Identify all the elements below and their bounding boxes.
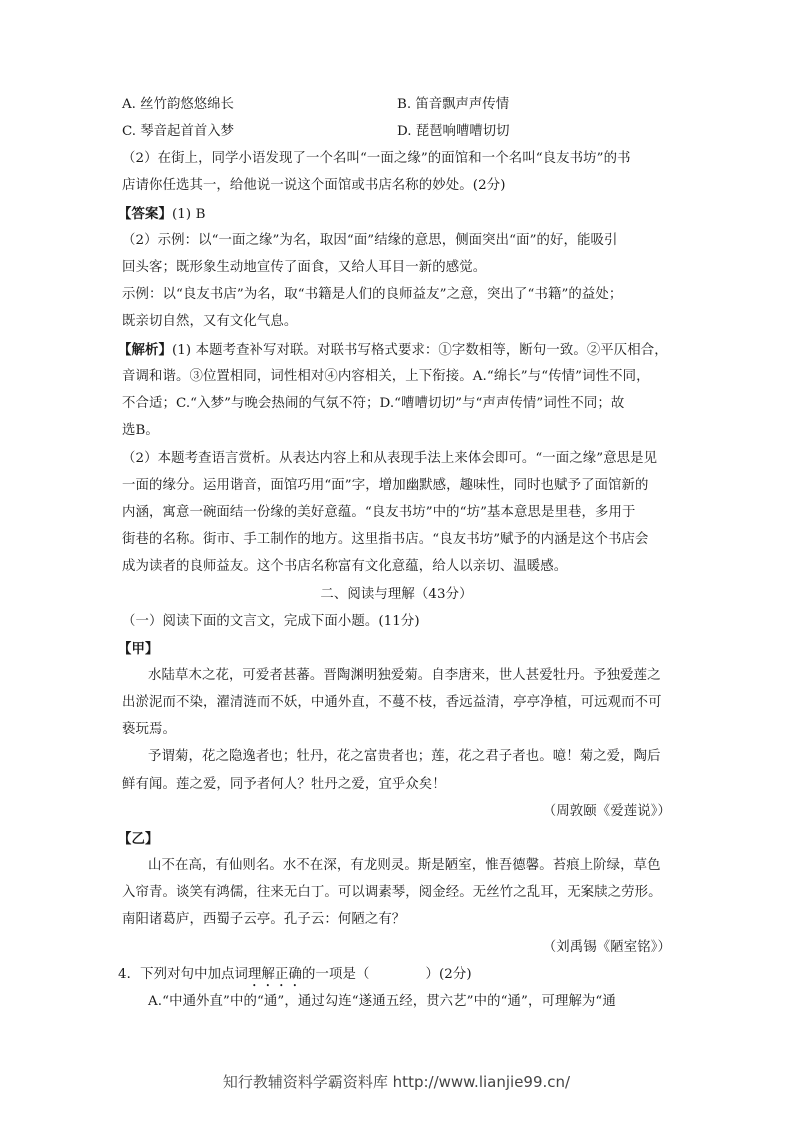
passage-yi-label: 【乙】 xyxy=(118,831,159,847)
passage-yi-source: （刘禹锡《陋室铭》） xyxy=(542,940,671,955)
question-2-line: 店请你任选其一，给他说一说这个面馆或书店名称的妙处。(2分) xyxy=(122,178,506,193)
passage-yi-line: 南阳诸葛庐，西蜀子云亭。孔子云：何陋之有？ xyxy=(122,912,406,927)
analysis-label: 【解析】 xyxy=(118,342,172,358)
passage-jia-line: 出淤泥而不染，濯清涟而不妖，中通外直，不蔓不枝，香远益清，亭亭净植，可远观而不可 xyxy=(122,695,662,710)
passage-jia-source: （周敦颐《爱莲说》） xyxy=(542,804,671,819)
analysis-line: 街巷的名称。街市、手工制作的地方。这里指书店。“良友书坊”赋予的内涵是这个书店会 xyxy=(122,532,649,547)
option-b: B. 笛音飘声声传情 xyxy=(397,97,510,112)
section-subtitle: （一）阅读下面的文言文，完成下面小题。(11分) xyxy=(122,614,420,629)
question-4-emphasis: 理解正确 xyxy=(248,967,303,982)
passage-jia-line: 水陆草木之花，可爱者甚蕃。晋陶渊明独爱菊。自李唐来，世人甚爱牡丹。予独爱莲之 xyxy=(148,668,661,683)
question-4 xyxy=(118,966,472,990)
analysis-line: （2）本题考查语言赏析。从表达内容上和从表现手法上来体会即可。“一面之缘”意思是见 xyxy=(122,451,658,466)
answer-label: 【答案】 xyxy=(118,206,172,222)
question-4-text: 的一项是（ xyxy=(302,967,370,982)
passage-jia-line: 鲜有闻。莲之爱，同予者何人？牡丹之爱，宜乎众矣！ xyxy=(122,777,446,792)
analysis-line: 选B。 xyxy=(122,423,159,438)
answer-line: （2）示例：以“一面之缘”为名，取因“面”结缘的意思，侧面突出“面”的好，能吸引 xyxy=(122,233,618,248)
passage-yi-line: 入帘青。谈笑有鸿儒，往来无白丁。可以调素琴，阅金经。无丝竹之乱耳，无案牍之劳形。 xyxy=(122,885,662,900)
option-d: D. 琵琶响嘈嘈切切 xyxy=(397,124,510,139)
analysis-line: 音调和谐。③位置相同，词性相对④内容相关，上下衔接。A.“绵长”与“传情”词性不同， xyxy=(122,369,650,384)
passage-jia-line: 予谓菊，花之隐逸者也；牡丹，花之富贵者也；莲，花之君子者也。噫！菊之爱，陶后 xyxy=(148,749,661,764)
answer-line: 既亲切自然，又有文化气息。 xyxy=(122,314,298,329)
option-c: C. 琴音起首首入梦 xyxy=(122,124,235,139)
analysis-line: 不合适；C.“入梦”与晚会热闹的气氛不符；D.“嘈嘈切切”与“声声传情”词性不同；故 xyxy=(122,396,625,411)
analysis-line: 成为读者的良师益友。这个书店名称富有文化意蕴，给人以亲切、温暖感。 xyxy=(122,559,568,574)
footer-watermark: 知行教辅资料学霸资料库 http://www.lianjie99.cn/ xyxy=(222,1073,571,1091)
question-4-score: ）(2分) xyxy=(425,967,472,982)
answer-heading xyxy=(118,205,206,224)
passage-yi-line: 山不在高，有仙则名。水不在深，有龙则灵。斯是陋室，惟吾德馨。苔痕上阶绿，草色 xyxy=(148,858,661,873)
question-4-option-a: A.“中通外直”中的“通”，通过勾连“遂通五经，贯六艺”中的“通”，可理解为“通 xyxy=(148,994,616,1009)
option-a: A. 丝竹韵悠悠绵长 xyxy=(122,97,234,112)
analysis-heading xyxy=(118,341,668,360)
question-2-line: （2）在街上，同学小语发现了一个名叫“一面之缘”的面馆和一个名叫“良友书坊”的书 xyxy=(122,151,631,166)
answer-line: 示例：以“良友书店”为名，取“书籍是人们的良师益友”之意，突出了“书籍”的益处； xyxy=(122,287,623,302)
analysis-line: (1) 本题考查补写对联。对联书写格式要求：①字数相等，断句一致。②平仄相合， xyxy=(171,343,668,358)
answer-1: (1) B xyxy=(171,207,206,222)
section-title: 二、阅读与理解（43分） xyxy=(320,587,473,602)
answer-line: 回头客；既形象生动地宣传了面食，又给人耳目一新的感觉。 xyxy=(122,260,487,275)
passage-jia-line: 亵玩焉。 xyxy=(122,722,176,737)
analysis-line: 一面的缘分。运用谐音，面馆巧用“面”字，增加幽默感，趣味性，同时也赋予了面馆新的 xyxy=(122,478,649,493)
passage-jia-label: 【甲】 xyxy=(118,641,159,657)
question-4-text: 4．下列对句中加点词 xyxy=(118,967,249,982)
analysis-line: 内涵，寓意一碗面结一份缘的美好意蕴。“良友书坊”中的“坊”基本意思是里巷，多用于 xyxy=(122,505,636,520)
